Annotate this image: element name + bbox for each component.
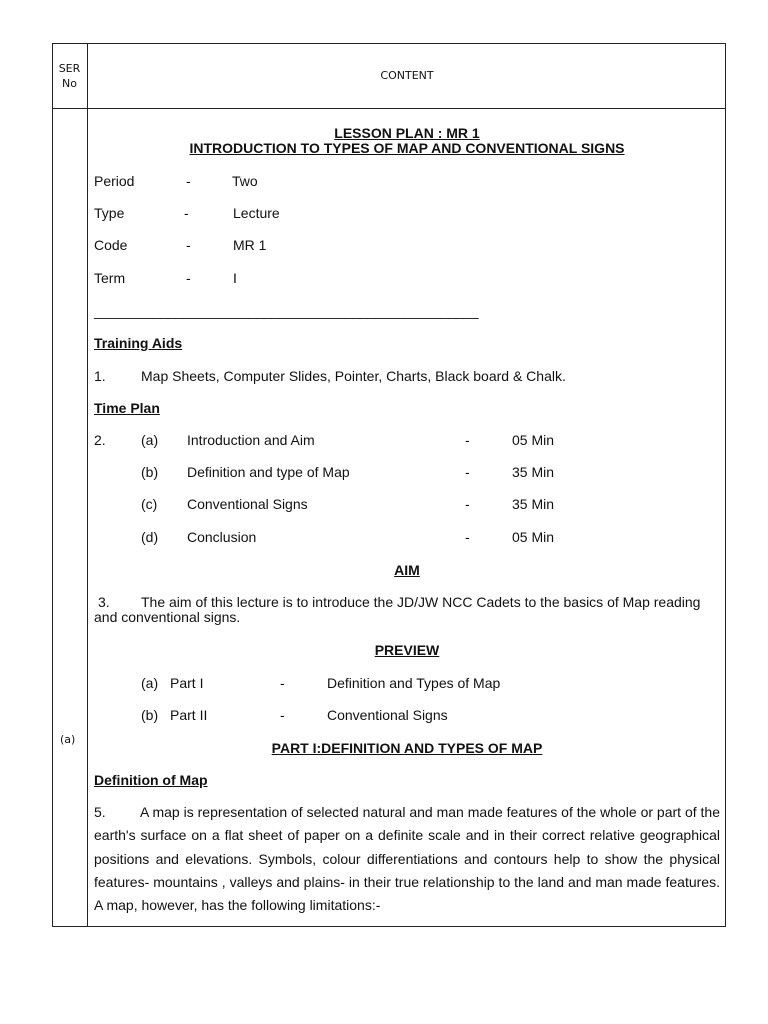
item-number: 1. bbox=[94, 368, 106, 384]
separator-line: ____________________________________________________ bbox=[94, 303, 479, 319]
meta-value-type: Lecture bbox=[233, 205, 280, 221]
definition-text: A map is representation of selected natural and man made features of the whole or part of the earth's surface on a flat sheet of paper on a definite scale and in their correct relative geographical positions and elevations. Symbols, colour differentiations and contours help to show the physical features- mountains , valleys and plains- in their true relationship to the land and man made features. A map, however, has the following limitations:- bbox=[94, 804, 720, 914]
page-title: LESSON PLAN : MR 1 bbox=[334, 125, 480, 141]
time-plan-heading: Time Plan bbox=[94, 400, 160, 416]
meta-label-code: Code bbox=[94, 237, 128, 253]
meta-value-term: I bbox=[233, 270, 237, 286]
item-number: 2. bbox=[94, 432, 106, 448]
meta-value-code: MR 1 bbox=[233, 237, 267, 253]
training-aids-text: Map Sheets, Computer Slides, Pointer, Charts, Black board & Chalk. bbox=[141, 368, 566, 384]
time-plan-duration: 05 Min bbox=[512, 432, 555, 448]
preview-heading: PREVIEW bbox=[374, 642, 440, 658]
meta-dash: - bbox=[184, 205, 189, 221]
time-plan-dash: - bbox=[465, 529, 470, 545]
time-plan-item: Introduction and Aim bbox=[187, 432, 315, 448]
time-plan-dash: - bbox=[465, 432, 470, 448]
column-divider bbox=[87, 43, 88, 927]
time-plan-letter: (d) bbox=[141, 529, 159, 545]
meta-dash: - bbox=[186, 270, 191, 286]
meta-dash: - bbox=[186, 237, 191, 253]
time-plan-item: Conclusion bbox=[187, 529, 257, 545]
item-number: 5. bbox=[94, 804, 106, 820]
time-plan-letter: (a) bbox=[141, 432, 159, 448]
part1-heading: PART I:DEFINITION AND TYPES OF MAP bbox=[271, 740, 543, 756]
time-plan-duration: 35 Min bbox=[512, 496, 555, 512]
time-plan-dash: - bbox=[465, 464, 470, 480]
ser-no-header: SER No bbox=[58, 62, 81, 90]
row-label: (a) bbox=[60, 733, 76, 746]
preview-part: Part I bbox=[170, 675, 204, 691]
preview-dash: - bbox=[280, 675, 285, 691]
page-subtitle: INTRODUCTION TO TYPES OF MAP AND CONVENTIONAL SIGNS bbox=[189, 140, 625, 156]
definition-heading: Definition of Map bbox=[94, 772, 208, 788]
definition-paragraph bbox=[94, 801, 720, 917]
meta-dash: - bbox=[186, 173, 191, 189]
time-plan-duration: 05 Min bbox=[512, 529, 555, 545]
content-header: CONTENT bbox=[380, 69, 434, 82]
preview-item: Conventional Signs bbox=[327, 707, 448, 723]
preview-letter: (b) bbox=[141, 707, 159, 723]
meta-label-type: Type bbox=[94, 205, 125, 221]
time-plan-letter: (b) bbox=[141, 464, 159, 480]
time-plan-duration: 35 Min bbox=[512, 464, 555, 480]
training-aids-heading: Training Aids bbox=[94, 335, 183, 351]
preview-dash: - bbox=[280, 707, 285, 723]
meta-value-period: Two bbox=[232, 173, 258, 189]
meta-label-period: Period bbox=[94, 173, 135, 189]
preview-letter: (a) bbox=[141, 675, 159, 691]
table-border bbox=[52, 43, 726, 927]
header-divider bbox=[52, 108, 726, 109]
time-plan-letter: (c) bbox=[141, 496, 158, 512]
time-plan-dash: - bbox=[465, 496, 470, 512]
aim-heading: AIM bbox=[394, 562, 420, 578]
preview-item: Definition and Types of Map bbox=[327, 675, 501, 691]
meta-label-term: Term bbox=[94, 270, 126, 286]
aim-text-cont: and conventional signs. bbox=[94, 609, 241, 625]
aim-text: The aim of this lecture is to introduce the JD/JW NCC Cadets to the basics of Map reading bbox=[141, 594, 701, 610]
preview-part: Part II bbox=[170, 707, 208, 723]
item-number: 3. bbox=[98, 594, 110, 610]
time-plan-item: Definition and type of Map bbox=[187, 464, 350, 480]
time-plan-item: Conventional Signs bbox=[187, 496, 308, 512]
